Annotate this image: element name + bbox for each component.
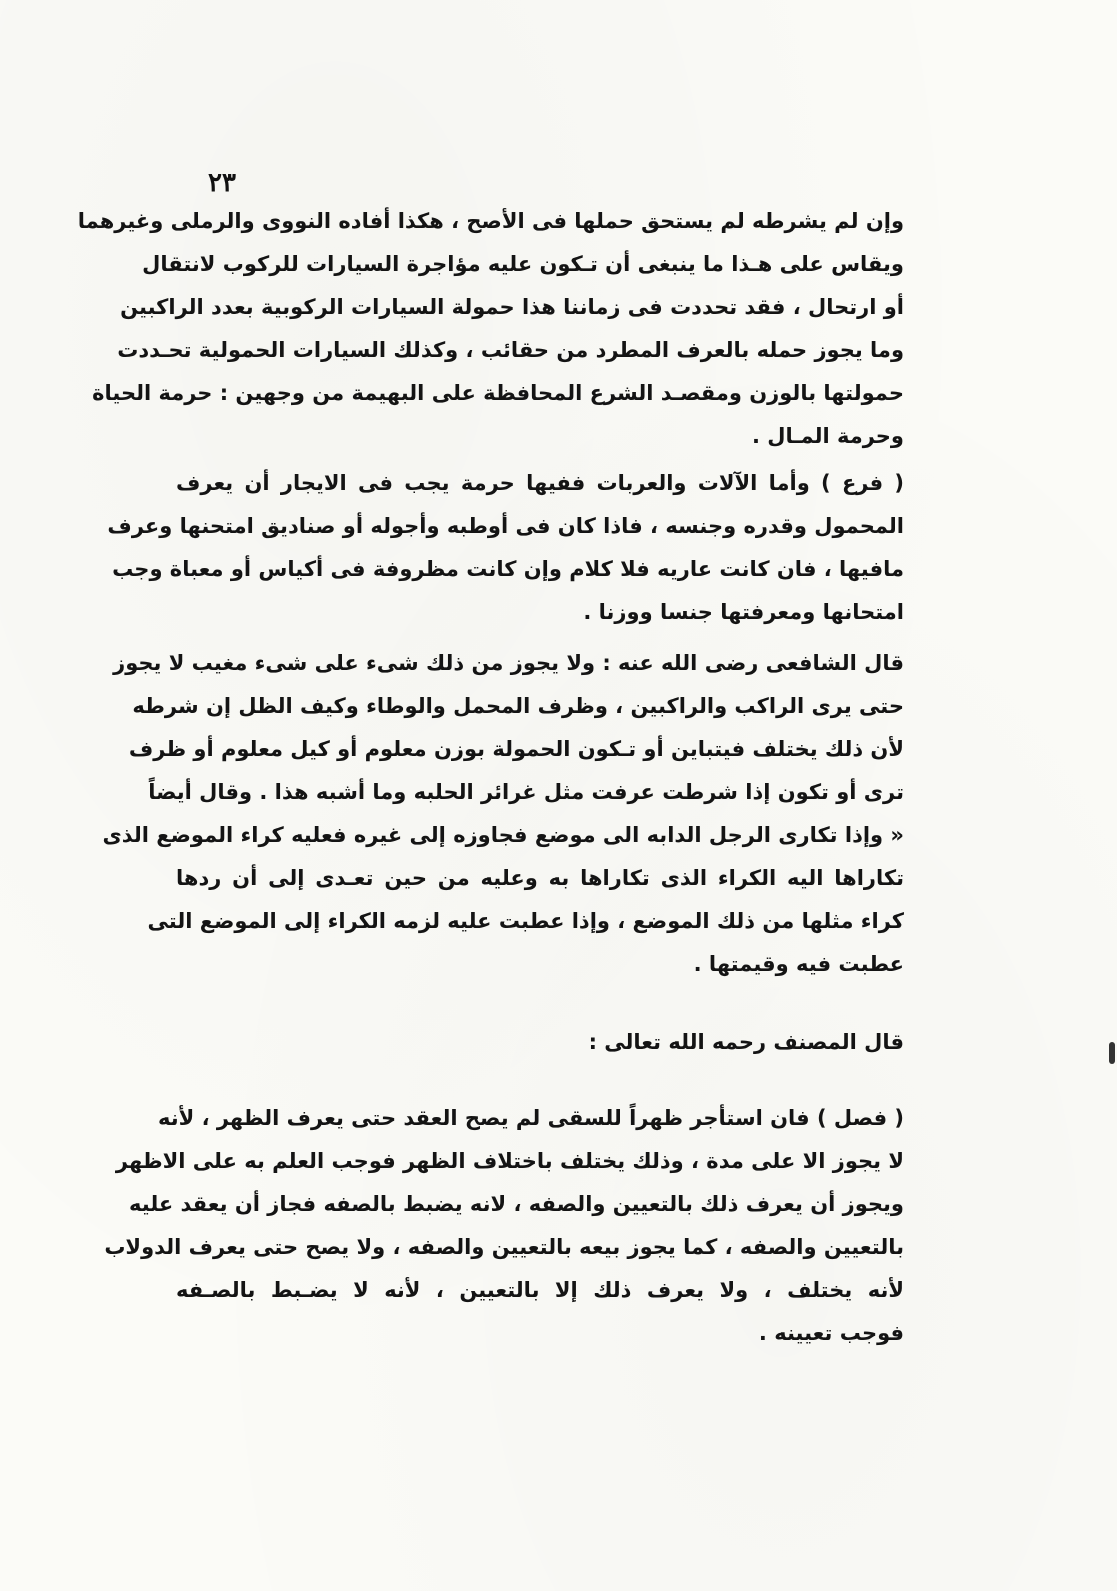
text-line: وما يجوز حمله بالعرف المطرد من حقائب ، وكذلك السيارات الحمولية تحـددت	[117, 338, 904, 362]
margin-ink-mark	[1109, 1042, 1115, 1064]
text-line: وحرمة المـال .	[751, 424, 904, 448]
text-line: تكاراها اليه الكراء الذى تكاراها به وعليه من حين تعـدى إلى أن ردها	[176, 866, 904, 890]
text-line: بالتعيين والصفه ، كما يجوز بيعه بالتعيين والصفه ، ولا يصح حتى يعرف الدولاب	[104, 1235, 904, 1259]
paragraph-shafii-quote	[102, 642, 904, 986]
text-line: حتى يرى الراكب والراكبين ، وظرف المحمل والوطاء وكيف الظل إن شرطه	[132, 694, 904, 718]
text-line: المحمول وقدره وجنسه ، فاذا كان فى أوطبه وأجوله أو صناديق امتحنها وعرف	[107, 514, 904, 538]
text-line: أو ارتحال ، فقد تحددت فى زماننا هذا حمولة السيارات الركوبية بعدد الراكبين	[120, 295, 904, 319]
section-heading	[176, 1021, 904, 1064]
text-line: لأنه يختلف ، ولا يعرف ذلك إلا بالتعيين ، لأنه لا يضـبط بالصـفه	[176, 1278, 904, 1302]
text-line: لا يجوز الا على مدة ، وذلك يختلف باختلاف الظهر فوجب العلم به على الاظهر	[115, 1149, 904, 1173]
text-line: وإن لم يشرطه لم يستحق حملها فى الأصح ، هكذا أفاده النووى والرملى وغيرهما	[77, 209, 904, 233]
paragraph-far-branch	[107, 462, 904, 634]
text-line: ( فصل ) فان استأجر ظهراً للسقى لم يصح العقد حتى يعرف الظهر ، لأنه	[158, 1106, 904, 1130]
heading-line: قال المصنف رحمه الله تعالى :	[588, 1030, 904, 1054]
text-line: ويجوز أن يعرف ذلك بالتعيين والصفه ، لانه يضبط بالصفه فجاز أن يعقد عليه	[129, 1192, 904, 1216]
paragraph-intro	[77, 200, 904, 458]
text-line: ( فرع ) وأما الآلات والعربات ففيها حرمة يجب فى الايجار أن يعرف	[176, 471, 904, 495]
text-line: مافيها ، فان كانت عاريه فلا كلام وإن كانت مظروفة فى أكياس أو معباة وجب	[112, 557, 904, 581]
text-line: لأن ذلك يختلف فيتباين أو تـكون الحمولة بوزن معلوم أو كيل معلوم أو ظرف	[128, 737, 904, 761]
text-line: « وإذا تكارى الرجل الدابه الى موضع فجاوزه إلى غيره فعليه كراء الموضع الذى	[102, 823, 904, 847]
text-line: عطبت فيه وقيمتها .	[693, 952, 904, 976]
text-line: قال الشافعى رضى الله عنه : ولا يجوز من ذلك شىء على شىء مغيب لا يجوز	[113, 651, 904, 675]
text-line: ويقاس على هـذا ما ينبغى أن تـكون عليه مؤاجرة السيارات للركوب لانتقال	[142, 252, 904, 276]
text-line: امتحانها ومعرفتها جنسا ووزنا .	[583, 600, 904, 624]
text-line: فوجب تعيينه .	[758, 1321, 904, 1345]
text-line: كراء مثلها من ذلك الموضع ، وإذا عطبت عليه لزمه الكراء إلى الموضع التى	[147, 909, 904, 933]
paragraph-fasl	[104, 1097, 904, 1355]
page-number: ٢٣	[208, 168, 236, 198]
text-line: ترى أو تكون إذا شرطت عرفت مثل غرائر الحلبه وما أشبه هذا . وقال أيضاً	[148, 780, 904, 804]
text-line: حمولتها بالوزن ومقصـد الشرع المحافظة على البهيمة من وجهين : حرمة الحياة	[92, 381, 904, 405]
